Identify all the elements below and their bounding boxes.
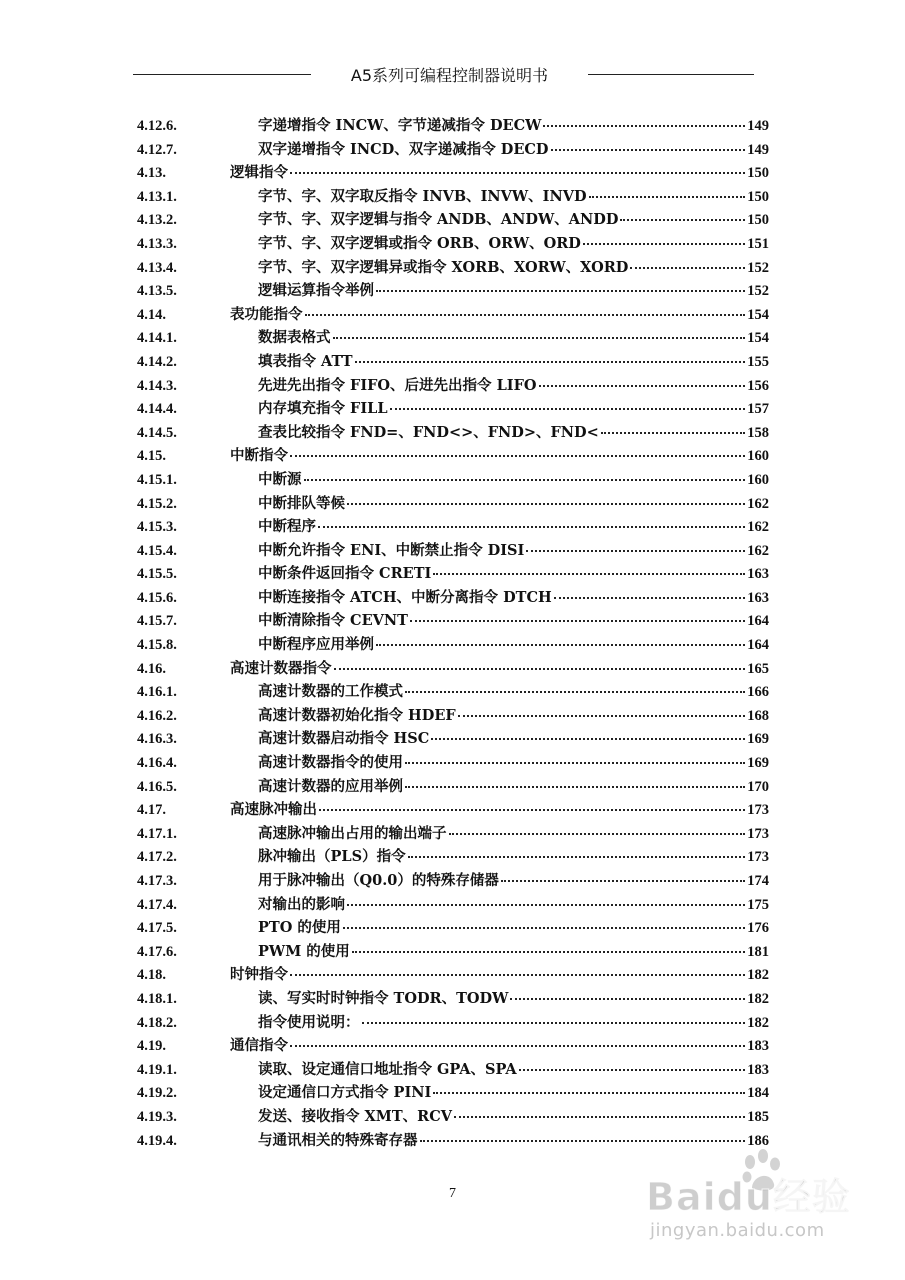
toc-entry-page: 186 [747, 1132, 769, 1149]
toc-entry-title: 表功能指令 [230, 305, 303, 323]
toc-entry[interactable] [137, 822, 769, 846]
toc-entry-title: 先进先出指令 FIFO、后进先出指令 LIFO [258, 376, 537, 394]
toc-entry[interactable] [137, 114, 769, 138]
toc-entry-page: 164 [747, 613, 769, 630]
toc-entry-page: 165 [747, 660, 769, 677]
toc-leader-dots [583, 243, 745, 245]
toc-entry-title: 读、写实时时钟指令 TODR、TODW [258, 989, 509, 1007]
toc-entry[interactable] [137, 869, 769, 893]
toc-entry[interactable] [137, 845, 769, 869]
toc-entry-page: 150 [747, 165, 769, 182]
toc-leader-dots [319, 809, 745, 811]
toc-entry-number: 4.15.2. [137, 495, 177, 512]
toc-entry[interactable] [137, 232, 769, 256]
toc-entry-number: 4.13.1. [137, 188, 177, 205]
toc-entry-number: 4.14.3. [137, 377, 177, 394]
toc-entry-number: 4.13.4. [137, 259, 177, 276]
toc-leader-dots [347, 503, 745, 505]
toc-entry-page: 175 [747, 896, 769, 913]
toc-entry-page: 184 [747, 1085, 769, 1102]
toc-entry-title: 脉冲输出（PLS）指令 [258, 848, 406, 866]
toc-entry-page: 154 [747, 330, 769, 347]
toc-entry-page: 183 [747, 1038, 769, 1055]
toc-entry-page: 157 [747, 401, 769, 418]
toc-entry-title: 中断排队等候 [258, 494, 345, 512]
toc-entry-number: 4.16.3. [137, 731, 177, 748]
toc-entry-number: 4.15.8. [137, 637, 177, 654]
toc-leader-dots [376, 290, 745, 292]
toc-entry-title: 逻辑指令 [230, 164, 288, 182]
toc-entry-title: 高速计数器的工作模式 [258, 683, 403, 701]
toc-entry[interactable] [137, 397, 769, 421]
toc-entry-title: 用于脉冲输出（Q0.0）的特殊存储器 [258, 872, 499, 889]
toc-entry-title: 发送、接收指令 XMT、RCV [258, 1107, 452, 1125]
toc-entry-title: 逻辑运算指令举例 [258, 282, 374, 300]
toc-entry[interactable] [137, 562, 769, 586]
toc-entry-title: 中断允许指令 ENI、中断禁止指令 DISI [258, 541, 525, 559]
toc-leader-dots [433, 573, 745, 575]
toc-leader-dots [519, 1069, 746, 1071]
toc-entry-page: 166 [747, 684, 769, 701]
toc-entry-title: 中断程序应用举例 [258, 636, 374, 654]
watermark-brand: Baidu经验 [646, 1175, 851, 1219]
baidu-watermark [638, 1148, 878, 1258]
toc-entry[interactable] [137, 586, 769, 610]
toc-entry[interactable] [137, 421, 769, 445]
toc-leader-dots [318, 526, 745, 528]
toc-entry-page: 181 [747, 943, 769, 960]
toc-entry-number: 4.19.4. [137, 1132, 177, 1149]
toc-leader-dots [305, 314, 746, 316]
toc-leader-dots [454, 1116, 745, 1118]
page-header [0, 60, 905, 90]
toc-entry-title: 与通讯相关的特殊寄存器 [258, 1131, 418, 1149]
toc-entry-number: 4.18.2. [137, 1014, 177, 1031]
toc-entry-title: 中断清除指令 CEVNT [258, 612, 408, 630]
toc-entry[interactable] [137, 657, 769, 681]
toc-entry-page: 164 [747, 637, 769, 654]
toc-entry-number: 4.15.3. [137, 519, 177, 536]
toc-entry-title: 高速计数器的应用举例 [258, 777, 403, 795]
toc-leader-dots [543, 125, 745, 127]
toc-entry-title: PTO 的使用 [258, 919, 341, 937]
toc-entry-title: 中断程序 [258, 518, 316, 536]
toc-leader-dots [526, 550, 745, 552]
toc-entry[interactable] [137, 1034, 769, 1058]
table-of-contents [137, 114, 769, 1152]
toc-entry-number: 4.14.2. [137, 353, 177, 370]
toc-entry-page: 155 [747, 353, 769, 370]
toc-entry[interactable] [137, 185, 769, 209]
toc-entry-page: 149 [747, 141, 769, 158]
toc-entry-title: 字节、字、双字取反指令 INVB、INVW、INVD [258, 187, 587, 205]
toc-entry[interactable] [137, 1081, 769, 1105]
toc-entry-page: 170 [747, 778, 769, 795]
toc-entry[interactable] [137, 1011, 769, 1035]
toc-leader-dots [539, 385, 746, 387]
toc-entry-page: 149 [747, 118, 769, 134]
toc-entry-number: 4.17.4. [137, 896, 177, 913]
toc-leader-dots [431, 738, 745, 740]
toc-entry-number: 4.15.4. [137, 542, 177, 559]
toc-entry-page: 152 [747, 283, 769, 300]
page-number: 7 [449, 1186, 456, 1201]
toc-entry-number: 4.19.1. [137, 1061, 177, 1078]
toc-leader-dots [405, 691, 745, 693]
toc-entry-page: 169 [747, 731, 769, 748]
toc-entry-number: 4.13.5. [137, 283, 177, 300]
toc-entry[interactable] [137, 468, 769, 492]
toc-entry-page: 182 [747, 967, 769, 984]
toc-entry-number: 4.15.5. [137, 566, 177, 583]
toc-entry-page: 174 [747, 873, 769, 889]
toc-leader-dots [501, 880, 745, 882]
toc-entry[interactable] [137, 680, 769, 704]
toc-entry-title: 时钟指令 [230, 966, 288, 984]
toc-leader-dots [290, 974, 745, 976]
toc-entry-title: 中断指令 [230, 447, 288, 465]
toc-entry[interactable] [137, 751, 769, 775]
toc-entry-page: 154 [747, 306, 769, 323]
toc-entry-title: 字节、字、双字逻辑与指令 ANDB、ANDW、ANDD [258, 211, 619, 229]
toc-entry-page: 158 [747, 424, 769, 441]
header-rule-left [133, 74, 311, 75]
toc-entry-page: 169 [747, 755, 769, 772]
toc-entry-number: 4.13.3. [137, 235, 177, 252]
toc-entry-page: 150 [747, 212, 769, 229]
toc-leader-dots [334, 668, 746, 670]
toc-entry-number: 4.14.1. [137, 330, 177, 347]
toc-entry-page: 162 [747, 495, 769, 512]
toc-entry-page: 185 [747, 1108, 769, 1125]
toc-entry-title: 读取、设定通信口地址指令 GPA、SPA [258, 1060, 517, 1078]
toc-entry-number: 4.14. [137, 306, 166, 323]
toc-entry[interactable] [137, 798, 769, 822]
toc-entry-number: 4.14.4. [137, 401, 177, 418]
toc-leader-dots [405, 786, 745, 788]
toc-leader-dots [405, 762, 745, 764]
toc-entry[interactable] [137, 444, 769, 468]
toc-entry-page: 182 [747, 1014, 769, 1031]
toc-entry[interactable] [137, 326, 769, 350]
document-title: A5系列可编程控制器说明书 [350, 66, 549, 85]
toc-leader-dots [458, 715, 746, 717]
toc-leader-dots [390, 408, 746, 410]
toc-entry[interactable] [137, 940, 769, 964]
toc-entry[interactable] [137, 374, 769, 398]
toc-leader-dots [362, 1022, 746, 1024]
toc-entry-title: 中断源 [258, 470, 302, 488]
toc-entry-number: 4.15.6. [137, 589, 177, 606]
toc-entry-page: 162 [747, 519, 769, 536]
toc-leader-dots [589, 196, 746, 198]
toc-leader-dots [510, 998, 745, 1000]
toc-entry-title: 高速计数器启动指令 HSC [258, 730, 430, 748]
toc-entry-number: 4.13. [137, 165, 166, 182]
toc-entry-page: 183 [747, 1061, 769, 1078]
toc-entry-number: 4.19.2. [137, 1085, 177, 1102]
toc-entry-title: 数据表格式 [258, 329, 331, 347]
toc-entry-page: 173 [747, 849, 769, 866]
toc-entry[interactable] [137, 256, 769, 280]
toc-entry-number: 4.12.7. [137, 141, 177, 158]
toc-leader-dots [408, 856, 746, 858]
toc-leader-dots [290, 455, 745, 457]
toc-entry-number: 4.13.2. [137, 212, 177, 229]
toc-entry-title: PWM 的使用 [258, 942, 350, 960]
toc-leader-dots [620, 219, 745, 221]
toc-entry-number: 4.16. [137, 660, 166, 677]
toc-leader-dots [551, 149, 746, 151]
toc-entry-title: 中断连接指令 ATCH、中断分离指令 DTCH [258, 588, 552, 606]
toc-entry[interactable] [137, 138, 769, 162]
toc-entry-number: 4.19. [137, 1038, 166, 1055]
toc-entry[interactable] [137, 963, 769, 987]
toc-entry[interactable] [137, 775, 769, 799]
toc-entry-title: 设定通信口方式指令 PINI [258, 1084, 432, 1102]
toc-entry-page: 160 [747, 471, 769, 488]
toc-entry-number: 4.17.5. [137, 920, 177, 937]
toc-leader-dots [630, 267, 745, 269]
toc-entry[interactable] [137, 893, 769, 917]
toc-entry-title: 中断条件返回指令 CRETI [258, 565, 432, 583]
toc-entry-title: 字递增指令 INCW、字节递减指令 DECW [258, 117, 542, 134]
toc-entry-page: 160 [747, 448, 769, 465]
toc-entry-page: 182 [747, 990, 769, 1007]
toc-entry-number: 4.18. [137, 967, 166, 984]
toc-entry-title: 通信指令 [230, 1037, 288, 1055]
toc-leader-dots [290, 1045, 745, 1047]
toc-entry[interactable] [137, 350, 769, 374]
toc-entry-number: 4.14.5. [137, 424, 177, 441]
toc-leader-dots [333, 337, 746, 339]
watermark-url: jingyan.baidu.com [650, 1220, 825, 1241]
toc-entry-number: 4.18.1. [137, 990, 177, 1007]
toc-entry-number: 4.15. [137, 448, 166, 465]
toc-entry-title: 字节、字、双字逻辑异或指令 XORB、XORW、XORD [258, 258, 629, 276]
toc-leader-dots [290, 172, 745, 174]
toc-entry-number: 4.15.1. [137, 471, 177, 488]
toc-entry-title: 字节、字、双字逻辑或指令 ORB、ORW、ORD [258, 234, 581, 252]
toc-entry-number: 4.16.1. [137, 684, 177, 701]
toc-entry-page: 163 [747, 589, 769, 606]
toc-entry-page: 168 [747, 707, 769, 724]
header-rule-right [588, 74, 754, 75]
toc-entry-title: 高速脉冲输出 [230, 801, 317, 819]
toc-entry[interactable] [137, 303, 769, 327]
toc-entry[interactable] [137, 492, 769, 516]
toc-leader-dots [304, 479, 746, 481]
toc-entry-title: 内存填充指令 FILL [258, 400, 388, 418]
toc-entry-title: 对输出的影响 [258, 895, 345, 913]
toc-leader-dots [433, 1092, 745, 1094]
toc-entry-page: 150 [747, 188, 769, 205]
toc-entry[interactable] [137, 916, 769, 940]
toc-entry-number: 4.19.3. [137, 1108, 177, 1125]
toc-entry-title: 指令使用说明： [258, 1013, 360, 1031]
toc-leader-dots [347, 904, 745, 906]
toc-entry-title: 查表比较指令 FND=、FND<>、FND>、FND< [258, 423, 599, 441]
toc-entry[interactable] [137, 1105, 769, 1129]
toc-entry-title: 高速计数器初始化指令 HDEF [258, 706, 456, 724]
toc-entry[interactable] [137, 208, 769, 232]
toc-leader-dots [343, 927, 745, 929]
toc-entry[interactable] [137, 704, 769, 728]
toc-entry-page: 163 [747, 566, 769, 583]
toc-entry[interactable] [137, 539, 769, 563]
toc-leader-dots [355, 361, 746, 363]
toc-leader-dots [449, 833, 746, 835]
toc-leader-dots [376, 644, 745, 646]
toc-entry-number: 4.17. [137, 802, 166, 819]
toc-entry[interactable] [137, 727, 769, 751]
toc-entry-page: 162 [747, 542, 769, 559]
toc-entry-number: 4.17.2. [137, 849, 177, 866]
toc-entry-number: 4.16.5. [137, 778, 177, 795]
toc-entry-title: 填表指令 ATT [258, 352, 353, 370]
toc-leader-dots [420, 1140, 746, 1142]
toc-entry-page: 176 [747, 920, 769, 937]
toc-entry-page: 156 [747, 377, 769, 394]
toc-leader-dots [352, 951, 745, 953]
toc-entry-page: 173 [747, 825, 769, 842]
toc-entry-title: 高速计数器指令 [230, 659, 332, 677]
toc-leader-dots [601, 432, 745, 434]
toc-entry-number: 4.17.6. [137, 943, 177, 960]
toc-entry-title: 高速计数器指令的使用 [258, 754, 403, 772]
toc-entry-page: 152 [747, 259, 769, 276]
toc-entry[interactable] [137, 515, 769, 539]
toc-entry[interactable] [137, 609, 769, 633]
toc-entry-number: 4.15.7. [137, 613, 177, 630]
toc-entry-page: 151 [747, 235, 769, 252]
toc-entry-title: 高速脉冲输出占用的输出端子 [258, 824, 447, 842]
toc-entry[interactable] [137, 161, 769, 185]
toc-entry-number: 4.16.4. [137, 755, 177, 772]
toc-entry-number: 4.16.2. [137, 707, 177, 724]
toc-leader-dots [410, 620, 745, 622]
toc-entry-page: 173 [747, 802, 769, 819]
toc-leader-dots [554, 597, 746, 599]
toc-entry[interactable] [137, 279, 769, 303]
toc-entry[interactable] [137, 987, 769, 1011]
toc-entry[interactable] [137, 633, 769, 657]
toc-entry[interactable] [137, 1058, 769, 1082]
toc-entry-number: 4.17.3. [137, 873, 177, 889]
toc-entry-title: 双字递增指令 INCD、双字递减指令 DECD [258, 140, 549, 158]
toc-entry-number: 4.17.1. [137, 825, 177, 842]
toc-entry-number: 4.12.6. [137, 118, 177, 134]
